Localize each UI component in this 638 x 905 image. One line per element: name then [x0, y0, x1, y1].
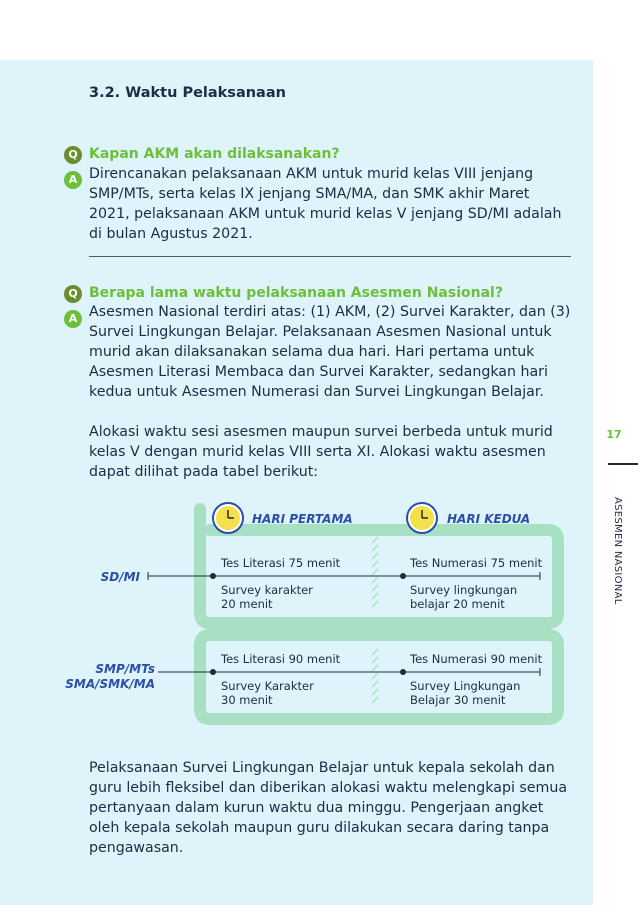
- section-divider: [89, 256, 571, 257]
- clock-icon: [213, 503, 243, 533]
- text-line: dapat dilihat pada tabel berikut:: [89, 464, 319, 480]
- text-line: di bulan Agustus 2021.: [89, 226, 253, 242]
- day1-test: Tes Literasi 75 menit: [221, 556, 341, 570]
- text-line: kedua untuk Asesmen Numerasi dan Survei Lingkungan Belajar.: [89, 384, 544, 400]
- text-line: belajar 20 menit: [410, 597, 505, 611]
- side-margin: [593, 60, 638, 905]
- text-line: Survey Karakter: [221, 679, 314, 693]
- closing-paragraph: [89, 758, 571, 858]
- question-1: Kapan AKM akan dilaksanakan?: [89, 146, 340, 162]
- row-label-line: SMP/MTs: [95, 662, 155, 676]
- text-line: Alokasi waktu sesi asesmen maupun survei berbeda untuk murid: [89, 424, 553, 440]
- answer-1: [89, 164, 571, 244]
- section-title: 3.2. Waktu Pelaksanaan: [89, 85, 286, 101]
- timeline-dot: [400, 669, 406, 675]
- text-line: SMP/MTs, serta kelas IX jenjang SMA/MA, dan SMK akhir Maret: [89, 186, 530, 202]
- page-number: 17: [606, 428, 622, 441]
- row-label-line: SD/MI: [100, 570, 140, 584]
- question-badge: Q: [64, 146, 82, 164]
- day2-test: Tes Numerasi 90 menit: [410, 652, 543, 666]
- text-line: kelas V dengan murid kelas VIII serta XI. Alokasi waktu asesmen: [89, 444, 546, 460]
- text-line: Asesmen Nasional terdiri atas: (1) AKM, (2) Survei Karakter, dan (3): [89, 304, 571, 320]
- text-line: Survey Lingkungan: [410, 679, 521, 693]
- allocation-paragraph: [89, 422, 571, 482]
- text-line: pertanyaan dalam kurun waktu dua minggu. Pengerjaan angket: [89, 800, 544, 816]
- text-line: pengawasan.: [89, 840, 184, 856]
- text-line: Survey lingkungan: [410, 583, 518, 597]
- day2-survey: [410, 583, 517, 611]
- day1-test: Tes Literasi 90 menit: [221, 652, 341, 666]
- text-line: oleh kepala sekolah maupun guru dilakukan secara daring tanpa: [89, 820, 550, 836]
- row-label-smp: [40, 662, 155, 692]
- text-line: Asesmen Literasi Membaca dan Survei Karakter, sedangkan hari: [89, 364, 548, 380]
- timeline-dot: [400, 573, 406, 579]
- answer-badge: A: [64, 171, 82, 189]
- answer-badge: A: [64, 310, 82, 328]
- text-line: Pelaksanaan Survei Lingkungan Belajar untuk kepala sekolah dan: [89, 760, 555, 776]
- day1-header: HARI PERTAMA: [252, 512, 353, 526]
- question-2: Berapa lama waktu pelaksanaan Asesmen Nasional?: [89, 285, 503, 301]
- question-badge: Q: [64, 285, 82, 303]
- text-line: guru lebih fleksibel dan diberikan alokasi waktu melengkapi semua: [89, 780, 568, 796]
- text-line: murid akan dilaksanakan selama dua hari. Hari pertama untuk: [89, 344, 535, 360]
- timeline-dot: [210, 669, 216, 675]
- text-line: Survey karakter: [221, 583, 313, 597]
- day2-test: Tes Numerasi 75 menit: [410, 556, 543, 570]
- timeline-dot: [210, 573, 216, 579]
- day2-header: HARI KEDUA: [447, 512, 531, 526]
- row-label-sd: [60, 570, 140, 585]
- text-line: Belajar 30 menit: [410, 693, 506, 707]
- timeline-sd: [148, 572, 540, 580]
- schedule-diagram: [0, 495, 593, 735]
- side-title: ASESMEN NASIONAL: [612, 497, 623, 605]
- text-line: 2021, pelaksanaan AKM untuk murid kelas V jenjang SD/MI adalah: [89, 206, 562, 222]
- side-divider: [608, 463, 638, 465]
- text-line: Direncanakan pelaksanaan AKM untuk murid kelas VIII jenjang: [89, 166, 534, 182]
- day1-survey: [221, 583, 313, 611]
- text-line: Survei Lingkungan Belajar. Pelaksanaan Asesmen Nasional untuk: [89, 324, 552, 340]
- text-line: 20 menit: [221, 597, 273, 611]
- text-line: 30 menit: [221, 693, 273, 707]
- day2-survey: [410, 679, 520, 707]
- clock-icon: [407, 503, 437, 533]
- row-label-line: SMA/SMK/MA: [65, 677, 155, 691]
- day1-survey: [221, 679, 314, 707]
- answer-2: [89, 302, 571, 402]
